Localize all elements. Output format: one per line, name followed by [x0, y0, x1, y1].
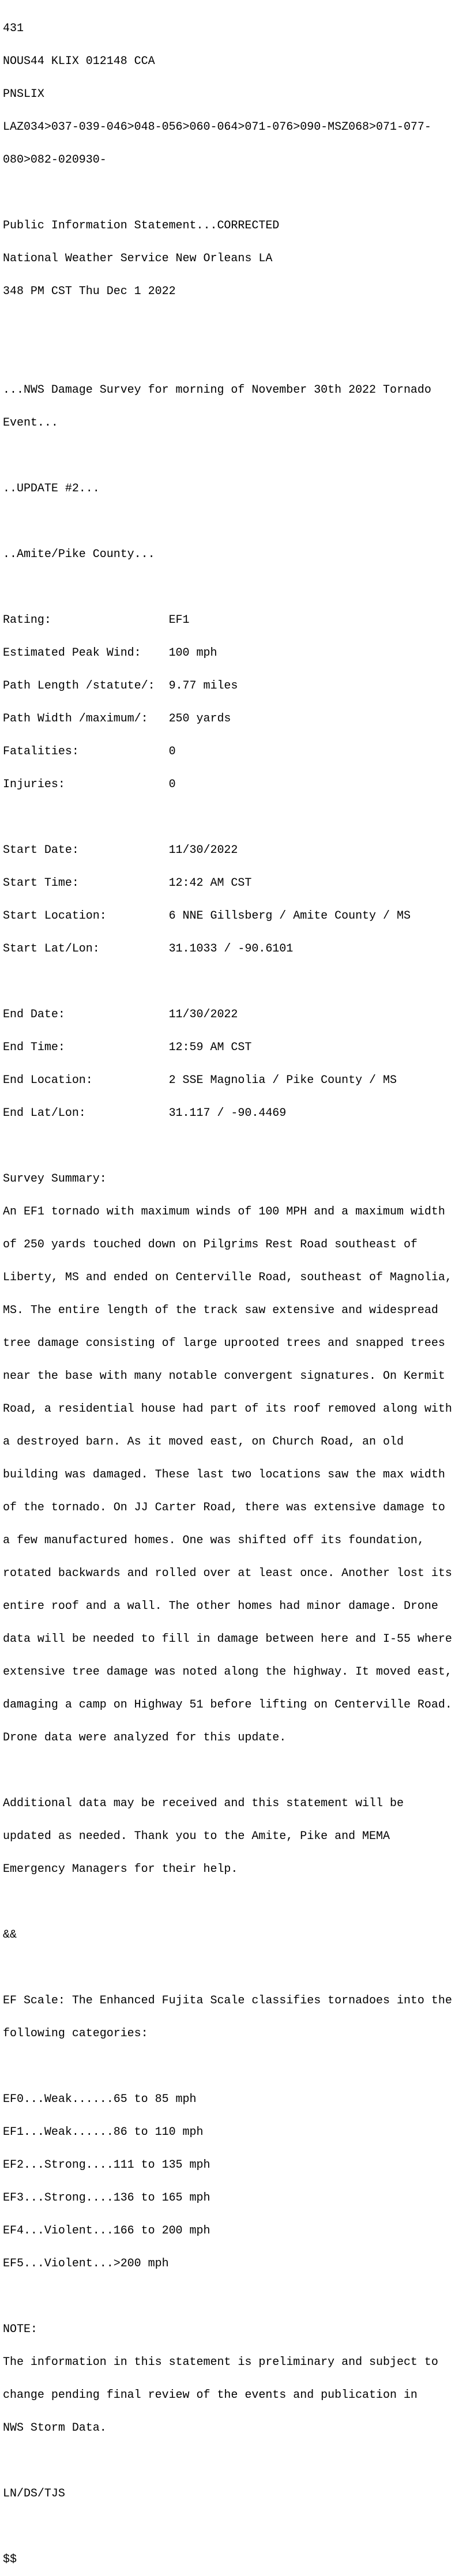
ef-scale-row: EF4...Violent...166 to 200 mph	[3, 2224, 210, 2237]
zone-codes-line: LAZ034>037-039-046>048-056>060-064>071-076>090-MSZ068>071-077-	[3, 121, 431, 134]
start-time-row: Start Time: 12:42 AM CST	[3, 877, 252, 890]
survey-summary-line: of the tornado. On JJ Carter Road, there was extensive damage to	[3, 1501, 445, 1514]
statement-title: Public Information Statement...CORRECTED	[3, 219, 280, 232]
blank-line	[3, 1962, 455, 1973]
headline: ...NWS Damage Survey for morning of November 30th 2022 Tornado	[3, 383, 431, 397]
blank-line	[3, 450, 455, 461]
survey-summary-line: An EF1 tornado with maximum winds of 100 MPH and a maximum width	[3, 1205, 445, 1219]
additional-data-note: Additional data may be received and this statement will be	[3, 1797, 404, 1810]
headline: Event...	[3, 416, 58, 430]
blank-line	[3, 812, 455, 823]
update-label: ..UPDATE #2...	[3, 482, 100, 495]
survey-summary-line: tree damage consisting of large uprooted trees and snapped trees	[3, 1337, 445, 1350]
fatalities-row: Fatalities: 0	[3, 745, 176, 758]
start-latlon-row: Start Lat/Lon: 31.1033 / -90.6101	[3, 942, 294, 956]
issuing-office: National Weather Service New Orleans LA	[3, 252, 273, 265]
additional-data-note: updated as needed. Thank you to the Amite, Pike and MEMA	[3, 1830, 390, 1843]
end-latlon-row: End Lat/Lon: 31.117 / -90.4469	[3, 1107, 287, 1120]
blank-line	[3, 516, 455, 527]
ef-scale-row: EF3...Strong....136 to 165 mph	[3, 2191, 210, 2205]
start-date-row: Start Date: 11/30/2022	[3, 844, 238, 857]
awips-id-line: PNSLIX	[3, 88, 44, 101]
blank-line	[3, 1141, 455, 1152]
blank-line	[3, 1897, 455, 1908]
section-separator: &&	[3, 1928, 17, 1942]
ef-scale-intro: following categories:	[3, 2027, 148, 2040]
ef-scale-row: EF1...Weak......86 to 110 mph	[3, 2126, 204, 2139]
end-of-product: $$	[3, 2553, 17, 2566]
end-location-row: End Location: 2 SSE Magnolia / Pike County / MS	[3, 1074, 397, 1087]
ef-scale-row: EF2...Strong....111 to 135 mph	[3, 2158, 210, 2172]
additional-data-note: Emergency Managers for their help.	[3, 1863, 238, 1876]
ef-scale-intro: EF Scale: The Enhanced Fujita Scale classifies tornadoes into the	[3, 1994, 452, 2007]
survey-summary-line: rotated backwards and rolled over at least once. Another lost its	[3, 1567, 452, 1580]
survey-summary-line: Drone data were analyzed for this update.	[3, 1731, 287, 1744]
path-length-row: Path Length /statute/: 9.77 miles	[3, 679, 238, 693]
end-time-row: End Time: 12:59 AM CST	[3, 1041, 252, 1054]
rating-row: Rating: EF1	[3, 614, 190, 627]
county-heading: ..Amite/Pike County...	[3, 548, 155, 561]
note-heading: NOTE:	[3, 2323, 37, 2336]
survey-summary-heading: Survey Summary:	[3, 1172, 107, 1186]
ef-scale-row: EF5...Violent...>200 mph	[3, 2257, 169, 2270]
survey-summary-line: of 250 yards touched down on Pilgrims Rest Road southeast of	[3, 1238, 418, 1251]
blank-line	[3, 187, 455, 198]
note-text: change pending final review of the events and publication in	[3, 2389, 418, 2402]
blank-line	[3, 2455, 455, 2466]
blank-line	[3, 1765, 455, 1776]
survey-summary-line: a few manufactured homes. One was shifted off its foundation,	[3, 1534, 424, 1547]
note-text: NWS Storm Data.	[3, 2421, 107, 2435]
injuries-row: Injuries: 0	[3, 778, 176, 791]
end-date-row: End Date: 11/30/2022	[3, 1008, 238, 1021]
wmo-header-line: NOUS44 KLIX 012148 CCA	[3, 55, 155, 68]
zone-codes-line: 080>082-020930-	[3, 153, 107, 167]
survey-summary-line: damaging a camp on Highway 51 before lifting on Centerville Road.	[3, 1698, 452, 1712]
path-width-row: Path Width /maximum/: 250 yards	[3, 712, 231, 725]
ef-scale-row: EF0...Weak......65 to 85 mph	[3, 2093, 197, 2106]
survey-summary-line: Liberty, MS and ended on Centerville Road, southeast of Magnolia,	[3, 1271, 452, 1284]
blank-line	[3, 582, 455, 593]
blank-line	[3, 319, 455, 330]
blank-line	[3, 2291, 455, 2302]
survey-summary-line: MS. The entire length of the track saw extensive and widespread	[3, 1304, 438, 1317]
survey-summary-line: entire roof and a wall. The other homes had minor damage. Drone	[3, 1600, 438, 1613]
survey-summary-line: data will be needed to fill in damage between here and I-55 where	[3, 1633, 452, 1646]
author-initials: LN/DS/TJS	[3, 2487, 65, 2500]
blank-line	[3, 976, 455, 987]
survey-summary-line: building was damaged. These last two locations saw the max width	[3, 1468, 445, 1481]
start-location-row: Start Location: 6 NNE Gillsberg / Amite County / MS	[3, 909, 411, 923]
survey-summary-line: near the base with many notable convergent signatures. On Kermit	[3, 1370, 445, 1383]
blank-line	[3, 352, 455, 363]
blank-line	[3, 2061, 455, 2072]
survey-summary-line: a destroyed barn. As it moved east, on Church Road, an old	[3, 1435, 404, 1449]
blank-line	[3, 2521, 455, 2532]
issue-time: 348 PM CST Thu Dec 1 2022	[3, 285, 176, 298]
survey-summary-line: Road, a residential house had part of its roof removed along with	[3, 1402, 452, 1416]
peak-wind-row: Estimated Peak Wind: 100 mph	[3, 646, 217, 660]
product-id-line: 431	[3, 22, 24, 35]
survey-summary-line: extensive tree damage was noted along the highway. It moved east,	[3, 1665, 452, 1679]
note-text: The information in this statement is preliminary and subject to	[3, 2356, 438, 2369]
